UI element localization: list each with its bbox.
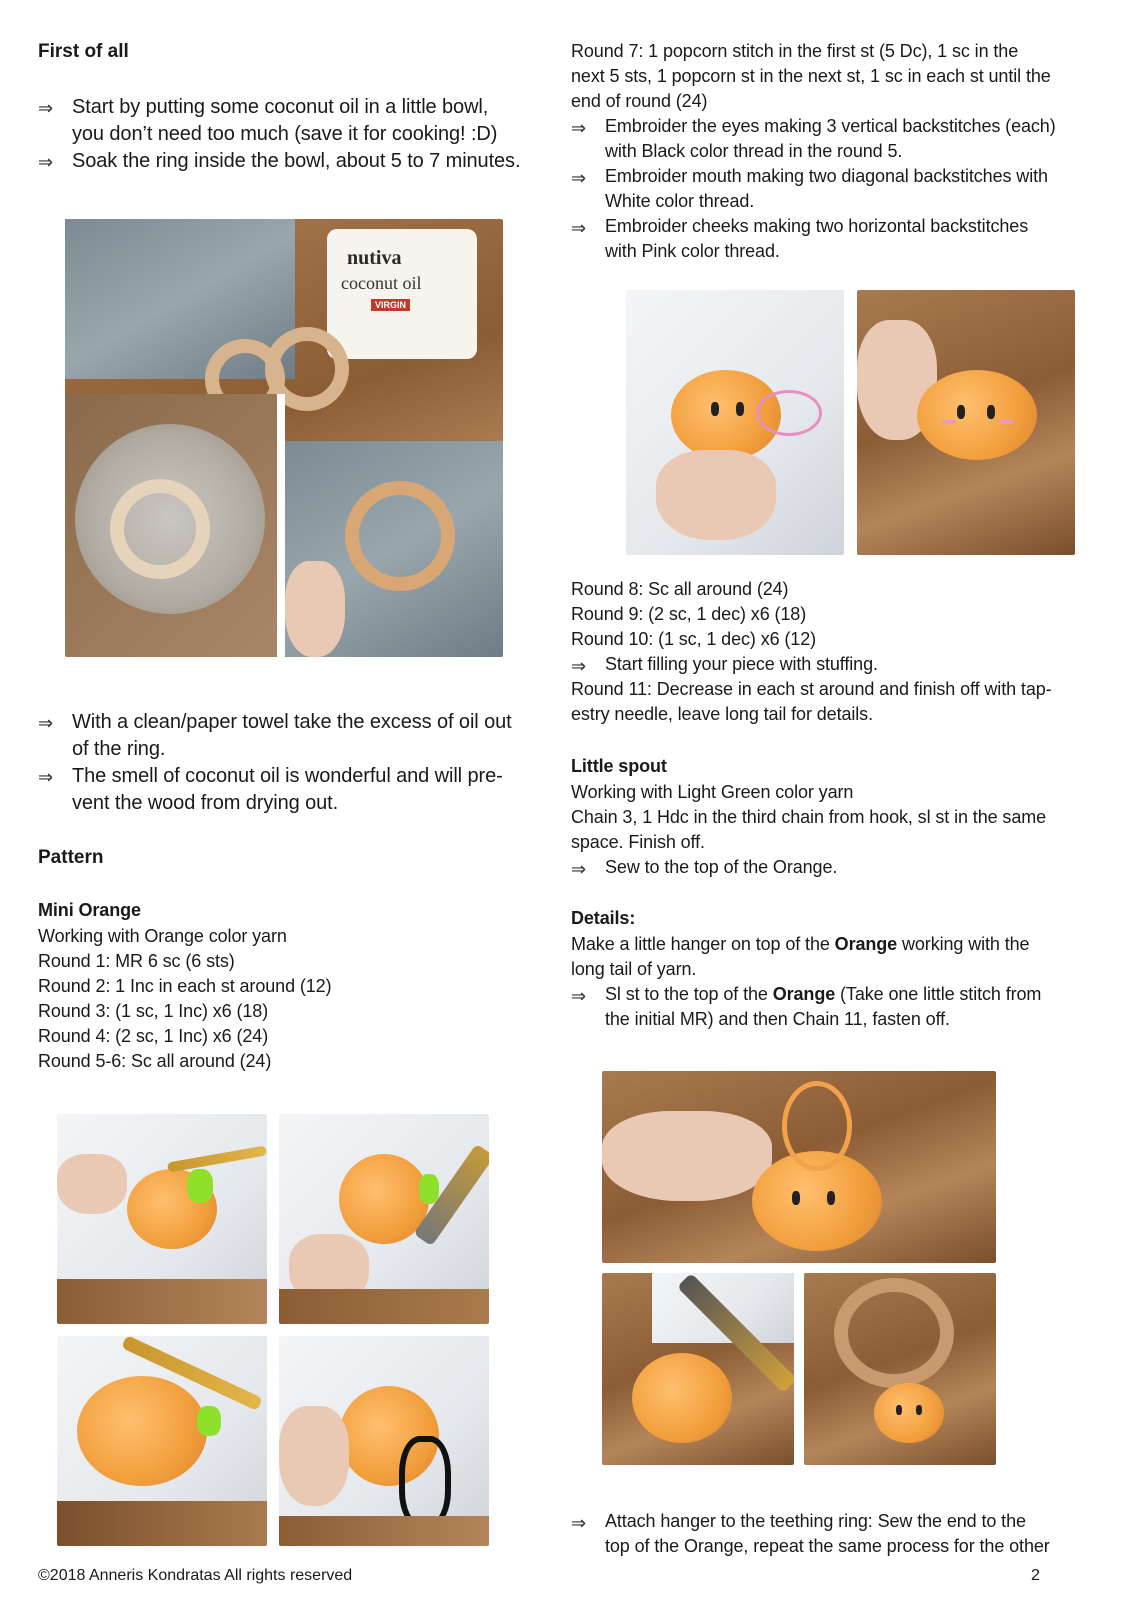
photo-finished-ring: [804, 1273, 996, 1465]
jar-label: coconut oil: [341, 273, 422, 293]
photo-hanger-step: [602, 1273, 794, 1465]
pattern-line: Round 10: (1 sc, 1 dec) x6 (12): [571, 629, 817, 649]
bullet-line: The smell of coconut oil is wonderful and will pre-: [72, 765, 503, 787]
bullet-line: top of the Orange, repeat the same process for the other: [605, 1536, 1050, 1556]
stitch-marker: [187, 1169, 213, 1203]
hand: [57, 1154, 127, 1214]
pattern-line: next 5 sts, 1 popcorn st in the next st, 1 sc in each st until the: [571, 66, 1051, 86]
page-number: 2: [1031, 1567, 1040, 1584]
text-span: Make a little hanger on top of the: [571, 934, 835, 954]
heading-first-of-all: First of all: [38, 41, 129, 62]
arrow-icon: ⇒: [571, 656, 587, 676]
pattern-line: Round 2: 1 Inc in each st around (12): [38, 976, 332, 996]
photo-embroider-eyes: [626, 290, 844, 555]
text-span: (Take one little stitch from: [835, 984, 1042, 1004]
heading-pattern: Pattern: [38, 847, 104, 868]
table-edge: [57, 1501, 267, 1546]
eye: [957, 405, 965, 419]
eye: [827, 1191, 835, 1205]
photo-jar: [327, 229, 477, 359]
photo-step: [57, 1336, 267, 1546]
bullet-line: Embroider cheeks making two horizontal backstitches: [605, 216, 1029, 236]
text-span: Sl st to the top of the: [605, 984, 773, 1004]
crochet-piece: [632, 1353, 732, 1443]
table-edge: [279, 1289, 489, 1324]
pattern-line: Working with Orange color yarn: [38, 926, 287, 946]
bullet-line: Embroider the eyes making 3 vertical backstitches (each): [605, 116, 1056, 136]
hand: [285, 561, 345, 657]
photo-bowl: [65, 394, 277, 657]
pattern-line: Round 3: (1 sc, 1 Inc) x6 (18): [38, 1001, 269, 1021]
pink-thread: [756, 390, 822, 436]
pattern-line: Round 9: (2 sc, 1 dec) x6 (18): [571, 604, 807, 624]
details-line: [571, 934, 1029, 955]
section-title-mini-orange: Mini Orange: [38, 900, 141, 920]
pattern-line: Round 7: 1 popcorn stitch in the first st (5 Dc), 1 sc in the: [571, 41, 1019, 61]
pattern-line: Working with Light Green color yarn: [571, 782, 854, 802]
bullet-line: White color thread.: [605, 191, 755, 211]
crochet-hook: [167, 1145, 267, 1172]
eye: [736, 402, 744, 416]
photo-step: [279, 1336, 489, 1546]
jar-brand: nutiva: [347, 247, 402, 269]
arrow-icon: ⇒: [571, 1513, 587, 1533]
bullet-line: you don’t need too much (save it for cooking! :D): [72, 123, 498, 145]
arrow-icon: ⇒: [571, 986, 587, 1006]
bullet-line: With a clean/paper towel take the excess of oil out: [72, 711, 512, 733]
wooden-ring: [110, 479, 210, 579]
crochet-piece: [77, 1376, 207, 1486]
table-edge: [279, 1516, 489, 1546]
pattern-line: Round 8: Sc all around (24): [571, 579, 789, 599]
arrow-icon: ⇒: [38, 98, 54, 118]
eye: [987, 405, 995, 419]
footer-copyright: ©2018 Anneris Kondratas All rights reserved: [38, 1567, 353, 1584]
bullet-line: with Pink color thread.: [605, 241, 780, 261]
pattern-line: Round 5-6: Sc all around (24): [38, 1051, 272, 1071]
pattern-line: space. Finish off.: [571, 832, 705, 852]
jar-tag: VIRGIN: [371, 299, 410, 311]
collage-divider: [277, 394, 285, 657]
arrow-icon: ⇒: [38, 713, 54, 733]
text-span: working with the: [897, 934, 1030, 954]
crochet-piece: [874, 1383, 944, 1443]
pattern-line: Chain 3, 1 Hdc in the third chain from hook, sl st in the same: [571, 807, 1047, 827]
details-line: long tail of yarn.: [571, 959, 697, 979]
photo-towel-ring: [285, 441, 503, 657]
text-span-bold: Orange: [772, 984, 836, 1004]
arrow-icon: ⇒: [571, 859, 587, 879]
bullet-line: Start filling your piece with stuffing.: [605, 654, 878, 674]
cheek: [942, 420, 956, 424]
photo-embroider-face: [857, 290, 1075, 555]
photo-step: [57, 1114, 267, 1324]
bullet-line: [605, 984, 1041, 1005]
table-edge: [57, 1279, 267, 1324]
arrow-icon: ⇒: [571, 118, 587, 138]
black-thread: [399, 1436, 451, 1528]
photo-collage-coconut-oil: [65, 219, 503, 657]
eye: [711, 402, 719, 416]
hand: [656, 450, 776, 540]
eye: [896, 1405, 902, 1415]
hand: [602, 1111, 772, 1201]
bullet-line: Embroider mouth making two diagonal backstitches with: [605, 166, 1048, 186]
bullet-line: Sew to the top of the Orange.: [605, 857, 838, 877]
pattern-line: Round 1: MR 6 sc (6 sts): [38, 951, 235, 971]
arrow-icon: ⇒: [571, 218, 587, 238]
eye: [792, 1191, 800, 1205]
bullet-line: of the ring.: [72, 738, 166, 760]
bullet-line: vent the wood from drying out.: [72, 792, 339, 814]
stitch-marker: [419, 1174, 439, 1204]
photo-hanger: [602, 1071, 996, 1263]
pattern-line: Round 11: Decrease in each st around and finish off with tap-: [571, 679, 1052, 699]
section-title-little-spout: Little spout: [571, 756, 667, 776]
hand: [279, 1406, 349, 1506]
arrow-icon: ⇒: [38, 152, 54, 172]
text-span-bold: Orange: [834, 934, 898, 954]
stitch-marker: [197, 1406, 221, 1436]
wooden-ring: [834, 1278, 954, 1388]
bullet-line: Start by putting some coconut oil in a little bowl,: [72, 96, 489, 118]
bullet-line: Soak the ring inside the bowl, about 5 to 7 minutes.: [72, 150, 521, 172]
photo-grid-mini-orange: [57, 1114, 489, 1546]
pattern-line: Round 4: (2 sc, 1 Inc) x6 (24): [38, 1026, 269, 1046]
photo-step: [279, 1114, 489, 1324]
cheek: [999, 420, 1013, 424]
wooden-ring: [345, 481, 455, 591]
bullet-line: with Black color thread in the round 5.: [605, 141, 903, 161]
eye: [916, 1405, 922, 1415]
pattern-line: estry needle, leave long tail for details.: [571, 704, 873, 724]
pattern-line: end of round (24): [571, 91, 708, 111]
section-title-details: Details:: [571, 908, 636, 928]
bullet-line: Attach hanger to the teething ring: Sew the end to the: [605, 1511, 1026, 1531]
arrow-icon: ⇒: [571, 168, 587, 188]
arrow-icon: ⇒: [38, 767, 54, 787]
crochet-piece: [917, 370, 1037, 460]
yarn-loop: [782, 1081, 852, 1171]
bullet-line: the initial MR) and then Chain 11, fasten off.: [605, 1009, 950, 1029]
